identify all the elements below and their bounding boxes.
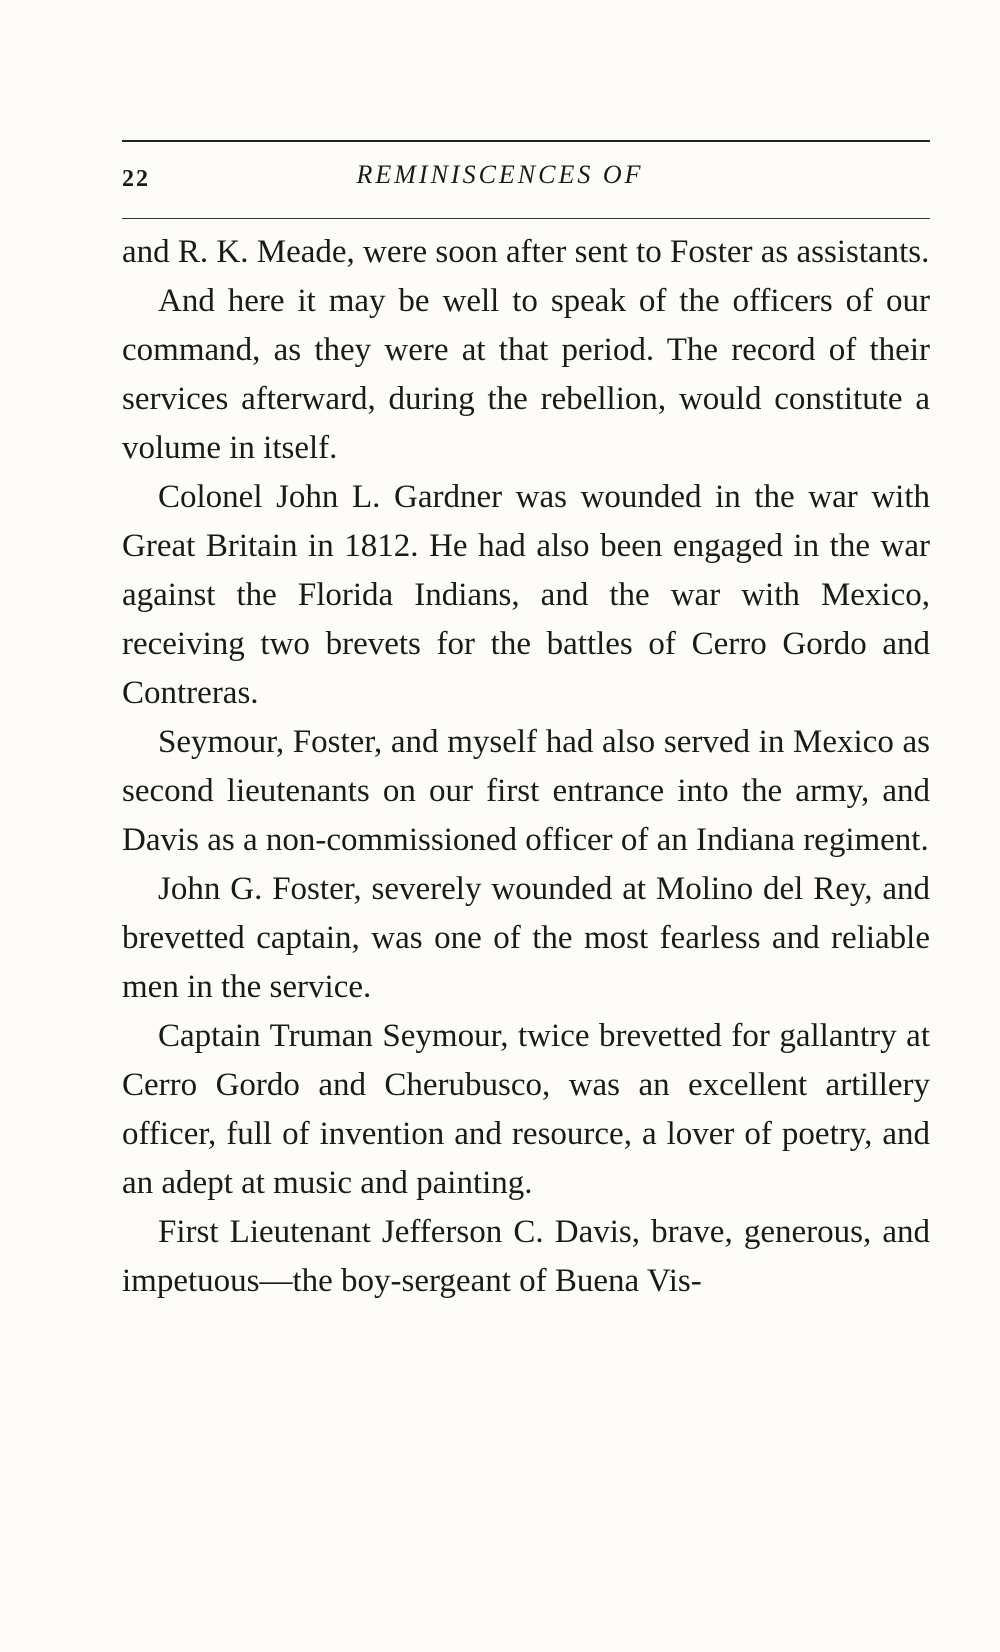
page-body bbox=[122, 228, 930, 1306]
paragraph-foster: John G. Foster, severely wounded at Molino del Rey, and brevetted captain, was one of the most fearless and reliable men in the service. bbox=[122, 871, 930, 1005]
running-title: REMINISCENCES OF bbox=[356, 160, 644, 189]
paragraph-seymour: Captain Truman Seymour, twice brevetted for gallantry at Cerro Gordo and Cherubusco, was an excellent artillery officer, full of invention and resource, a lover of poetry, and an adept at music and painting. bbox=[122, 1018, 930, 1201]
paragraph-officers: And here it may be well to speak of the officers of our command, as they were at that period. The record of their services afterward, during the rebellion, would constitute a volume in itself. bbox=[122, 283, 930, 466]
paragraph-mexico-service: Seymour, Foster, and myself had also served in Mexico as second lieutenants on our first entrance into the army, and Davis as a non-commissioned officer of an Indiana regiment. bbox=[122, 724, 930, 858]
paragraph-davis: First Lieutenant Jefferson C. Davis, brave, generous, and impetuous—the boy-sergeant of Buena Vis- bbox=[122, 1214, 930, 1299]
header-rule-bottom bbox=[122, 218, 930, 219]
page-number: 22 bbox=[122, 166, 150, 192]
header-rule-top bbox=[122, 140, 930, 142]
paragraph-gardner: Colonel John L. Gardner was wounded in the war with Great Britain in 1812. He had also been engaged in the war against the Florida Indians, and the war with Mexico, receiving two brevets for the battles of Cerro Gordo and Contreras. bbox=[122, 479, 930, 711]
paragraph-continuation: and R. K. Meade, were soon after sent to Foster as assistants. bbox=[122, 234, 930, 270]
